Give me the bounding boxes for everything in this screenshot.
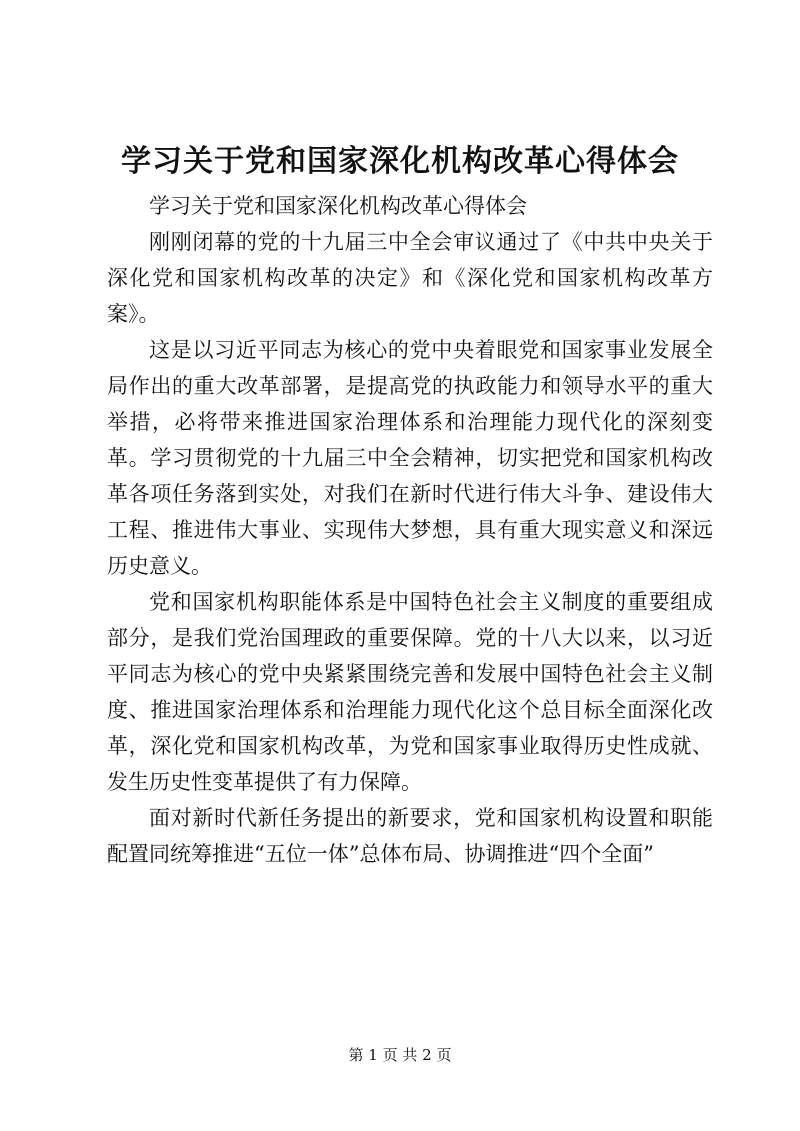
paragraph-2: 这是以习近平同志为核心的党中央着眼党和国家事业发展全局作出的重大改革部署，是提高党的执政能力和领导水平的重大举措，必将带来推进国家治理体系和治理能力现代化的深刻变革。学习贯彻党的十九届三中全会精神，切实把党和国家机构改革各项任务落到实处，对我们在新时代进行伟大斗争、建设伟大工程、推进伟大事业、实现伟大梦想，具有重大现实意义和深远历史意义。 <box>107 338 713 578</box>
paragraph-1: 刚刚闭幕的党的十九届三中全会审议通过了《中共中央关于深化党和国家机构改革的决定》和《深化党和国家机构改革方案》。 <box>107 230 713 326</box>
document-body <box>107 188 713 872</box>
document-subtitle: 学习关于党和国家深化机构改革心得体会 <box>149 194 527 218</box>
document-title: 学习关于党和国家深化机构改革心得体会 <box>121 144 679 179</box>
paragraph-3: 党和国家机构职能体系是中国特色社会主义制度的重要组成部分，是我们党治国理政的重要保障。党的十八大以来，以习近平同志为核心的党中央紧紧围绕完善和发展中国特色社会主义制度、推进国家治理体系和治理能力现代化这个总目标全面深化改革，深化党和国家机构改革，为党和国家事业取得历史性成就、发生历史性变革提供了有力保障。 <box>107 590 713 794</box>
paragraph-4: 面对新时代新任务提出的新要求，党和国家机构设置和职能配置同统筹推进“五位一体”总体布局、协调推进“四个全面” <box>107 806 713 866</box>
page-number-footer: 第 1 页 共 2 页 <box>348 1046 452 1064</box>
